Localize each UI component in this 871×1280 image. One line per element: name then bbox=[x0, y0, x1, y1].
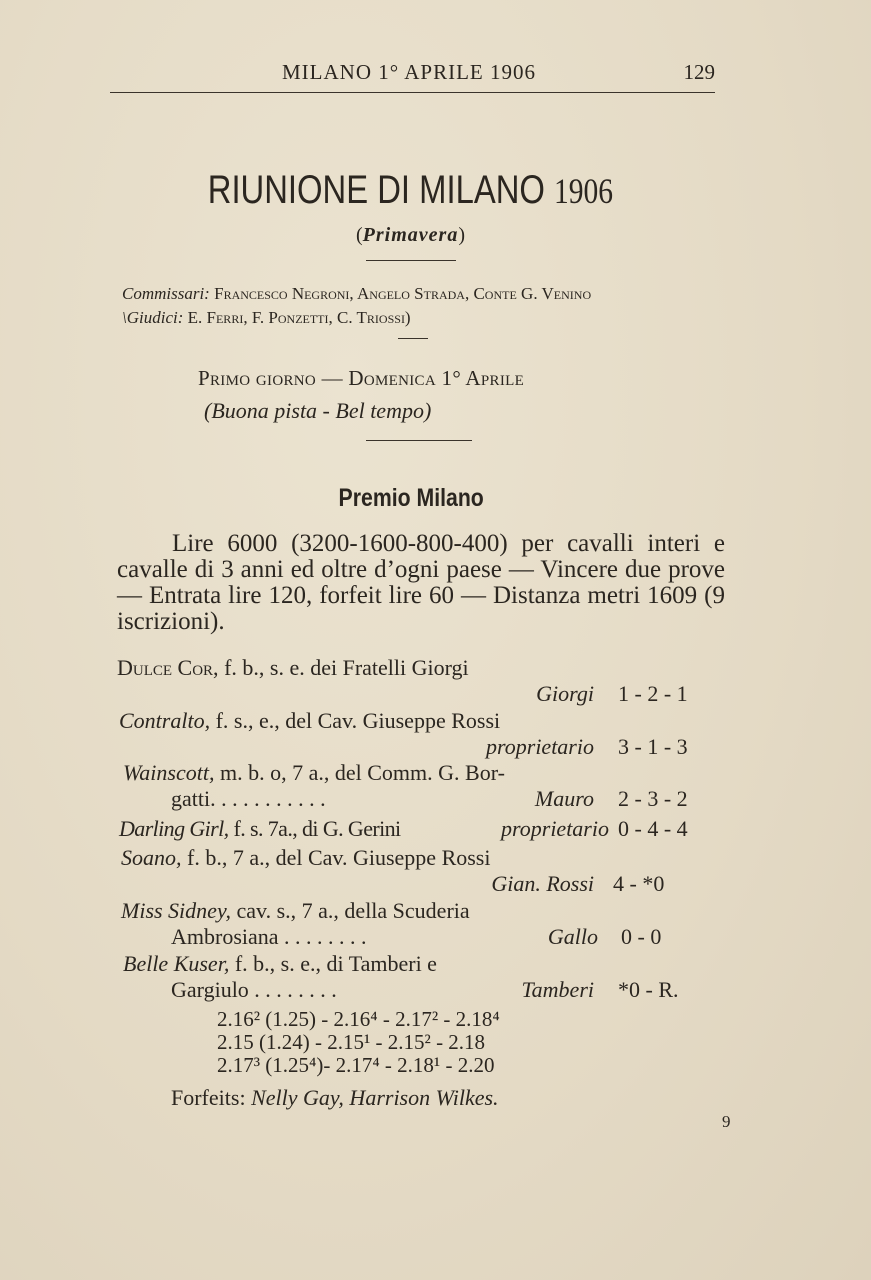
entry-2-desc: f. s., e., del Cav. Giuseppe Rossi bbox=[215, 708, 501, 733]
entry-6-jockey bbox=[548, 924, 598, 950]
entry-6-results: 0 - 0 bbox=[621, 924, 662, 949]
entry-4-jockey-text: proprietario bbox=[501, 816, 609, 841]
entry-4-line1 bbox=[119, 816, 401, 842]
times-line-1: 2.16² (1.25) - 2.16⁴ - 2.17² - 2.18⁴ bbox=[217, 1007, 500, 1031]
entry-7-horse: Belle Kuser, bbox=[123, 951, 230, 976]
entry-3-results: 2 - 3 - 2 bbox=[618, 786, 688, 811]
entry-2-jockey-text: proprietario bbox=[486, 734, 594, 759]
entry-4-desc: f. s. 7a., di G. Gerini bbox=[233, 816, 401, 841]
commissari-line bbox=[122, 284, 591, 304]
entry-1-desc: f. b., s. e. dei Fratelli Giorgi bbox=[224, 655, 469, 680]
entry-3-desc: m. b. o, 7 a., del Comm. G. Bor- bbox=[219, 760, 505, 785]
rule-3 bbox=[366, 440, 472, 441]
entry-5-results: 4 - *0 bbox=[613, 871, 665, 896]
giudici-line bbox=[122, 308, 411, 328]
entry-4-jockey bbox=[501, 816, 609, 842]
giudici-names: E. Ferri, F. Ponzetti, C. Triossi) bbox=[187, 308, 411, 327]
entry-3-line1 bbox=[123, 760, 505, 786]
entry-6-line2: Ambrosiana . . . . . . . . bbox=[171, 924, 367, 949]
forfeits-names: Nelly Gay, Harrison Wilkes. bbox=[251, 1085, 499, 1110]
entry-3-jockey bbox=[535, 786, 594, 812]
rule-1 bbox=[366, 260, 456, 261]
entry-3-line2: gatti. . . . . . . . . . . bbox=[171, 786, 326, 811]
commissari-names: Francesco Negroni, Angelo Strada, Conte G. Venino bbox=[214, 284, 592, 303]
entry-1-horse: Dulce Cor, bbox=[117, 655, 219, 680]
signature-mark: 9 bbox=[722, 1112, 731, 1131]
entry-6-desc: cav. s., 7 a., della Scuderia bbox=[236, 898, 470, 923]
entry-5-jockey bbox=[491, 871, 594, 897]
entry-3-horse: Wainscott, bbox=[123, 760, 215, 785]
entry-5-jockey-text: Gian. Rossi bbox=[491, 871, 594, 896]
entry-2-line1 bbox=[119, 708, 500, 734]
entry-6-jockey-text: Gallo bbox=[547, 924, 598, 949]
entry-6-line1 bbox=[121, 898, 470, 924]
times-line-3: 2.17³ (1.25⁴)- 2.17⁴ - 2.18¹ - 2.20 bbox=[217, 1053, 495, 1077]
main-title bbox=[74, 168, 747, 213]
day-conditions: (Buona pista - Bel tempo) bbox=[204, 398, 432, 423]
entry-5-horse: Soano, bbox=[121, 845, 182, 870]
forfeits-line bbox=[171, 1085, 499, 1111]
forfeits-label: Forfeits: bbox=[171, 1085, 246, 1110]
entry-7-jockey bbox=[521, 977, 594, 1003]
race-title: Premio Milano bbox=[338, 484, 484, 512]
entry-7-line2: Gargiulo . . . . . . . . bbox=[171, 977, 337, 1002]
entry-6-horse: Miss Sidney, bbox=[121, 898, 231, 923]
entry-2-results: 3 - 1 - 3 bbox=[618, 734, 688, 759]
main-title-year: 1906 bbox=[554, 171, 614, 211]
entry-3-jockey-text: Mauro bbox=[534, 786, 594, 811]
subtitle-text: Primavera bbox=[362, 224, 459, 246]
entry-7-results: *0 - R. bbox=[618, 977, 679, 1002]
page-number: 129 bbox=[683, 60, 715, 84]
rule-2 bbox=[398, 338, 428, 339]
entry-4-results: 0 - 4 - 4 bbox=[618, 816, 688, 841]
entry-7-line1 bbox=[123, 951, 437, 977]
subtitle: (Primavera) bbox=[356, 224, 465, 246]
entry-4-horse: Darling Girl, bbox=[119, 816, 229, 841]
main-title-text: RIUNIONE DI MILANO bbox=[207, 168, 545, 212]
entry-2-horse: Contralto, bbox=[119, 708, 211, 733]
giudici-label: \Giudici: bbox=[122, 308, 184, 327]
race-conditions: Lire 6000 (3200-1600-800-400) per cavalli interi e cavalle di 3 anni ed oltre d’ogni paese — Vincere due prove — Entrata lire 120, forfeit lire 60 — Distanza metri 1609 (9 iscrizioni). bbox=[117, 530, 725, 635]
day-heading: Primo giorno — Domenica 1° Aprile bbox=[198, 366, 525, 390]
commissari-label: Commissari: bbox=[122, 284, 210, 303]
entry-1-jockey-text: Giorgi bbox=[536, 681, 594, 706]
entry-7-jockey-text: Tamberi bbox=[521, 977, 594, 1002]
times-line-2: 2.15 (1.24) - 2.15¹ - 2.15² - 2.18 bbox=[217, 1030, 486, 1054]
entry-1-jockey bbox=[536, 681, 594, 707]
running-head bbox=[110, 58, 715, 93]
entry-5-line1 bbox=[121, 845, 490, 871]
entry-1-results: 1 - 2 - 1 bbox=[618, 681, 688, 706]
entry-5-desc: f. b., 7 a., del Cav. Giuseppe Rossi bbox=[187, 845, 491, 870]
entry-2-jockey bbox=[486, 734, 594, 760]
entry-7-desc: f. b., s. e., di Tamberi e bbox=[234, 951, 437, 976]
running-title: MILANO 1° APRILE 1906 bbox=[282, 60, 536, 84]
entry-1-line1 bbox=[117, 655, 469, 681]
